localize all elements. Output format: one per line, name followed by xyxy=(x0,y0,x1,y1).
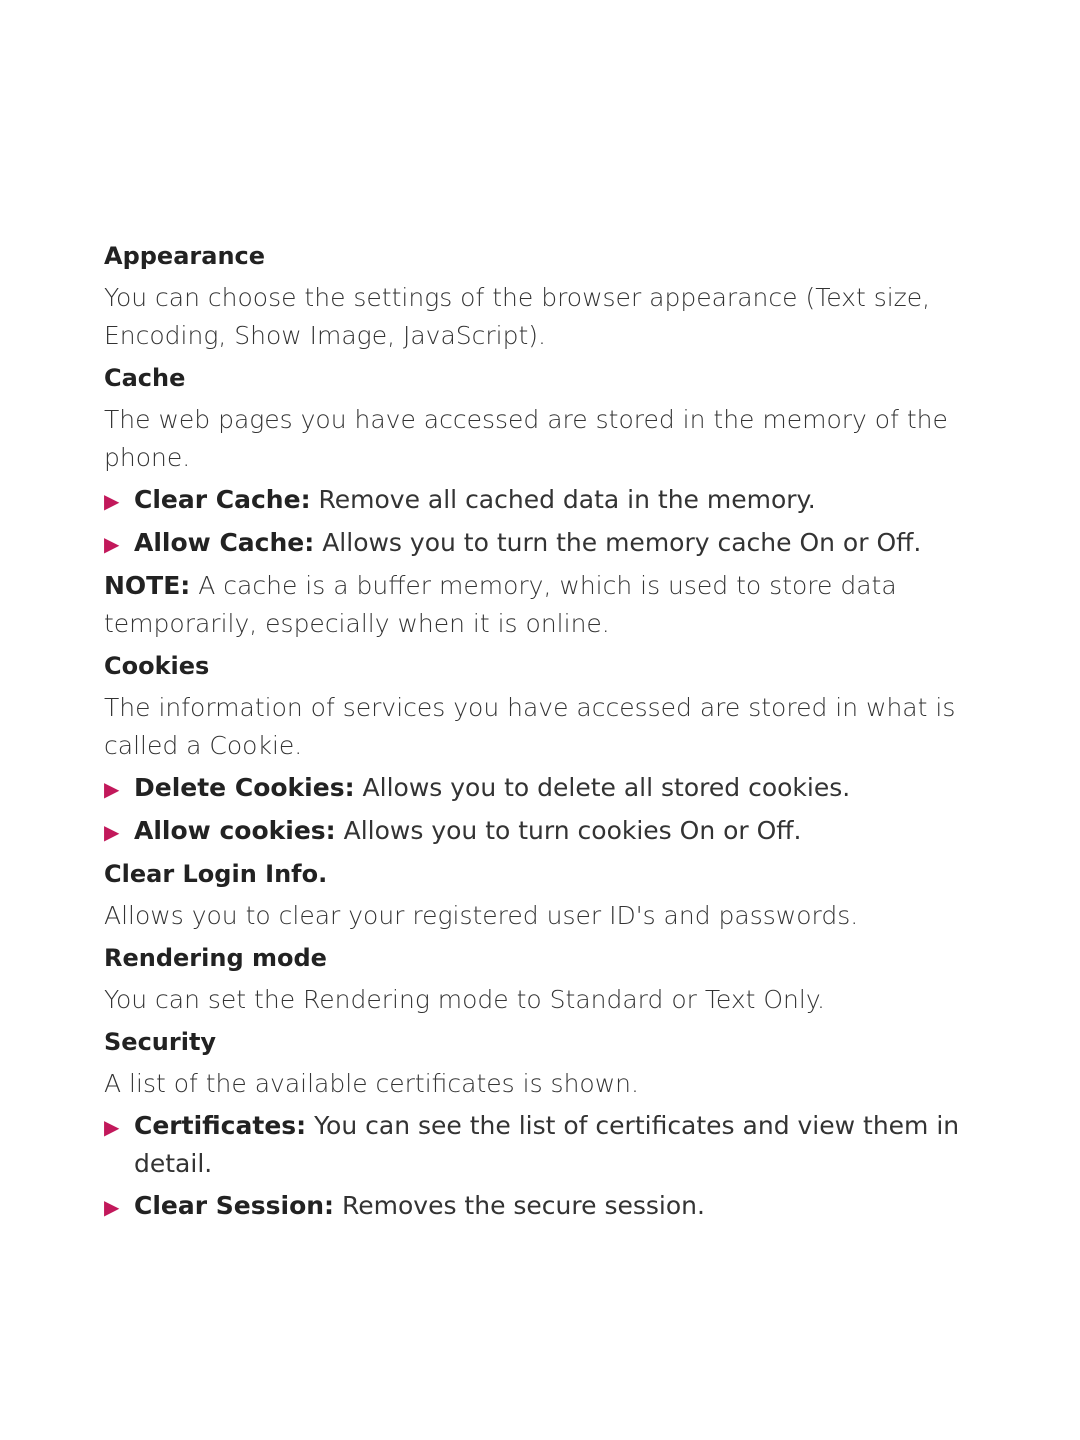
bullet-content xyxy=(134,1107,1004,1183)
bullet-content xyxy=(134,481,816,519)
bullet-text: Allows you to turn cookies On or Off. xyxy=(335,816,802,845)
bullet-item-delete-cookies xyxy=(104,769,1004,808)
section-heading-rendering-mode: Rendering mode xyxy=(104,944,327,972)
appearance-description: You can choose the settings of the browser appearance (Text size, Encoding, Show Image, JavaScript). xyxy=(104,283,931,350)
cache-note xyxy=(104,567,1004,643)
bullet-text: Allows you to delete all stored cookies. xyxy=(354,773,851,802)
bullet-label: Clear Session: xyxy=(134,1191,335,1220)
note-label: NOTE: xyxy=(104,571,191,600)
bullet-content xyxy=(134,524,921,562)
cookies-description: The information of services you have accessed are stored in what is called a Cookie. xyxy=(104,693,956,760)
triangle-right-icon: ▶ xyxy=(104,489,120,513)
bullet-content xyxy=(134,1187,705,1225)
section-heading-cache: Cache xyxy=(104,364,186,392)
note-text: A cache is a buffer memory, which is used to store data temporarily, especially when it is online. xyxy=(104,571,897,638)
bullet-text: Remove all cached data in the memory. xyxy=(310,485,816,514)
triangle-right-icon: ▶ xyxy=(104,820,120,844)
bullet-item-clear-cache xyxy=(104,481,1004,520)
bullet-text: Removes the secure session. xyxy=(334,1191,705,1220)
section-heading-clear-login: Clear Login Info. xyxy=(104,860,328,888)
bullet-item-certificates xyxy=(104,1107,1004,1183)
triangle-right-icon: ▶ xyxy=(104,1195,120,1219)
bullet-label: Clear Cache: xyxy=(134,485,311,514)
security-description: A list of the available certificates is shown. xyxy=(104,1069,639,1098)
bullet-item-allow-cache xyxy=(104,524,1004,563)
bullet-label: Certificates: xyxy=(134,1111,307,1140)
triangle-right-icon: ▶ xyxy=(104,777,120,801)
bullet-text: You can see the list of certificates and view them in detail. xyxy=(134,1111,960,1178)
clear-login-description: Allows you to clear your registered user ID's and passwords. xyxy=(104,901,859,930)
section-heading-appearance: Appearance xyxy=(104,242,266,270)
bullet-content xyxy=(134,769,850,807)
cache-description: The web pages you have accessed are stored in the memory of the phone. xyxy=(104,405,948,472)
document-body xyxy=(104,237,1004,1230)
triangle-right-icon: ▶ xyxy=(104,1115,120,1139)
bullet-label: Allow Cache: xyxy=(134,528,315,557)
bullet-item-clear-session xyxy=(104,1187,1004,1226)
bullet-label: Delete Cookies: xyxy=(134,773,355,802)
rendering-mode-description: You can set the Rendering mode to Standard or Text Only. xyxy=(104,985,826,1014)
bullet-text: Allows you to turn the memory cache On or Off. xyxy=(314,528,922,557)
bullet-content xyxy=(134,812,801,850)
bullet-label: Allow cookies: xyxy=(134,816,336,845)
triangle-right-icon: ▶ xyxy=(104,532,120,556)
section-heading-security: Security xyxy=(104,1028,217,1056)
bullet-item-allow-cookies xyxy=(104,812,1004,851)
section-heading-cookies: Cookies xyxy=(104,652,210,680)
